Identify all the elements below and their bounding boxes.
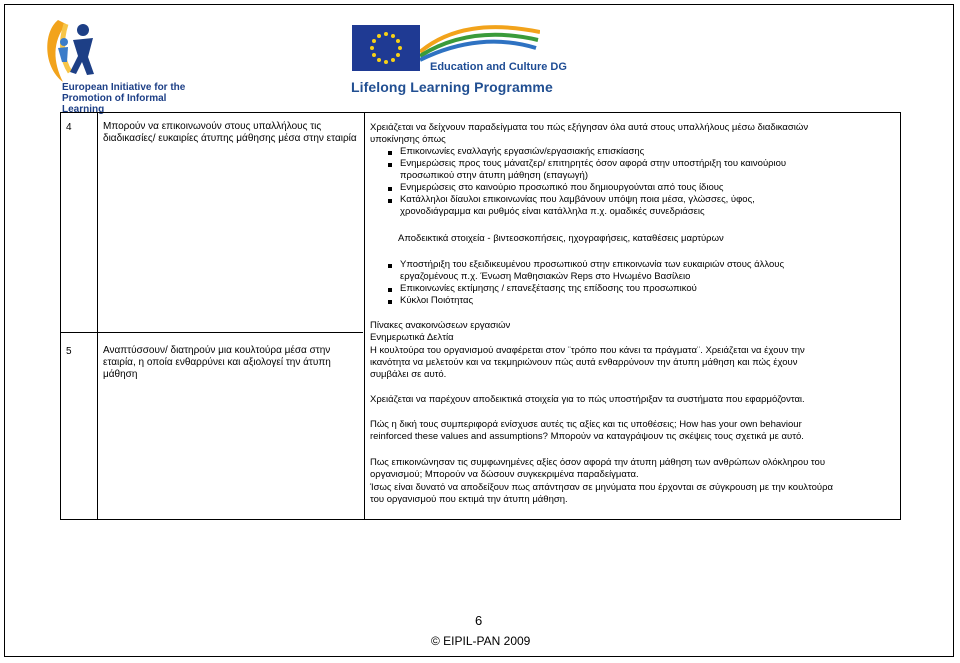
row-5-number: 5 bbox=[66, 346, 72, 357]
content-table bbox=[60, 112, 901, 520]
eu-flag-icon bbox=[352, 25, 420, 71]
bullet2-3: Κύκλοι Ποιότητας bbox=[400, 295, 474, 306]
evidence-label: Αποδεικτικά στοιχεία - βιντεοσκοπήσεις, ηχογραφήσεις, καταθέσεις μαρτύρων bbox=[398, 233, 724, 244]
row-5-p3-l1: Πώς η δική τους συμπεριφορά ενίσχυσε αυτές τις αξίες και τις υποθέσεις; How has your own behaviour bbox=[370, 419, 802, 430]
bullet2-1-l1: Υποστήριξη του εξειδικευμένου προσωπικού στην επικοινωνία των ευκαιριών στους άλλους bbox=[400, 259, 785, 270]
bullet1-1: Επικοινωνίες εναλλαγής εργασιών/εργασιακής επισκίασης bbox=[400, 146, 645, 157]
row-5-p4-l1: Πως επικοινώνησαν τις συμφωνημένες αξίες όσον αφορά την άτυπη μάθηση των ανθρώπων ολόκληρου του bbox=[370, 457, 826, 468]
llp-label: Lifelong Learning Programme bbox=[351, 79, 553, 95]
row-5-p1-l1: Η κουλτούρα του οργανισμού αναφέρεται στον ¨τρόπο που κάνει τα πράγματα¨. Χρειάζεται να έχουν την bbox=[370, 345, 805, 356]
llp-swirl-icon bbox=[420, 22, 540, 62]
row-5-p4-l4: του οργανισμού που εκτιμά την άτυπη μάθηση. bbox=[370, 494, 568, 505]
bullet1-4-l2: χρονοδιάγραμμα και ρυθμός είναι κατάλληλα π.χ. ομαδικές συνεδριάσεις bbox=[400, 206, 705, 217]
bullet1-2-l2: προσωπικού στην άτυπη μάθηση (επαγωγή) bbox=[400, 170, 589, 181]
column-divider bbox=[97, 113, 98, 519]
tail-line2: Ενημερωτικά Δελτία bbox=[370, 332, 454, 343]
bullet2-2: Επικοινωνίες εκτίμησης / επανεξέτασης της επίδοσης του προσωπικού bbox=[400, 283, 697, 294]
bullet-icon bbox=[388, 187, 392, 191]
row-4-intro-line2: υποκίνησης όπως bbox=[370, 134, 446, 145]
row-5-question: Αναπτύσσουν/ διατηρούν μια κουλτούρα μέσα στην εταιρία, η οποία ενθαρρύνει και αξιολογεί την άτυπη μάθηση bbox=[103, 345, 331, 380]
row-4-number: 4 bbox=[66, 122, 72, 133]
bullet-icon bbox=[388, 151, 392, 155]
row-5-p4-l2: οργανισμού; Μπορούν να δώσουν συγκεκριμένα παραδείγματα. bbox=[370, 469, 639, 480]
bullet-icon bbox=[388, 300, 392, 304]
bullet1-2-l1: Ενημερώσεις προς τους μάνατζερ/ επιτηρητές όσον αφορά στην υποστήριξη του καινούριου bbox=[400, 158, 787, 169]
column-divider bbox=[364, 113, 365, 519]
dg-label: Education and Culture DG bbox=[430, 61, 567, 73]
row-5-p3-l2: reinforced these values and assumptions? Μπορούν να καταγράψουν τις σκέψεις τους σχετικά με αυτό. bbox=[370, 431, 804, 442]
copyright: © EIPIL-PAN 2009 bbox=[431, 634, 531, 648]
bullet2-1-l2: εργαζομένους π.χ. Ένωση Μαθησιακών Reps στο Ηνωμένο Βασίλειο bbox=[400, 271, 691, 282]
bullet-icon bbox=[388, 199, 392, 203]
eipil-logo bbox=[38, 12, 208, 115]
row-4-question: Μπορούν να επικοινωνούν στους υπαλλήλους τις διαδικασίες/ ευκαιρίες άτυπης μάθησης μέσα στην εταιρία bbox=[103, 121, 357, 144]
row-5-p4-l3: Ίσως είναι δυνατό να αποδείξουν πως απάντησαν σε μηνύματα που έρχονται σε σύγκρουση με την κουλτούρα bbox=[370, 482, 834, 493]
page-number: 6 bbox=[475, 613, 483, 628]
bullet-icon bbox=[388, 288, 392, 292]
row-5-p2: Χρειάζεται να παρέχουν αποδεικτικά στοιχεία για το πώς υποστήριξαν τα συστήματα που εφαρμόζονται. bbox=[370, 394, 805, 405]
row-5-p1-l2: ικανότητα να μελετούν και να τεκμηριώνουν πώς αυτά ενθαρρύνουν την άτυπη μάθηση και πώς έχουν bbox=[370, 357, 798, 368]
row-4-intro-line1: Χρειάζεται να δείχνουν παραδείγματα του πώς εξήγησαν όλα αυτά στους υπαλλήλους μέσω διαδικασιών bbox=[370, 122, 809, 133]
eipil-line-2: Promotion of Informal Learning bbox=[62, 93, 167, 115]
bullet-icon bbox=[388, 264, 392, 268]
eipil-line-1: European Initiative for the bbox=[62, 82, 186, 93]
bullet1-3: Ενημερώσεις στο καινούριο προσωπικό που δημιουργούνται από τους ίδιους bbox=[400, 182, 724, 193]
row-5-p1-l3: συμβάλει σε αυτό. bbox=[370, 369, 447, 380]
tail-line1: Πίνακες ανακοινώσεων εργασιών bbox=[370, 320, 511, 331]
bullet-icon bbox=[388, 163, 392, 167]
bullet1-4-l1: Κατάλληλοι δίαυλοι επικοινωνίας που λαμβάνουν υπόψη ποια μέσα, γλώσσες, ύφος, bbox=[400, 194, 755, 205]
row-divider bbox=[61, 332, 363, 333]
